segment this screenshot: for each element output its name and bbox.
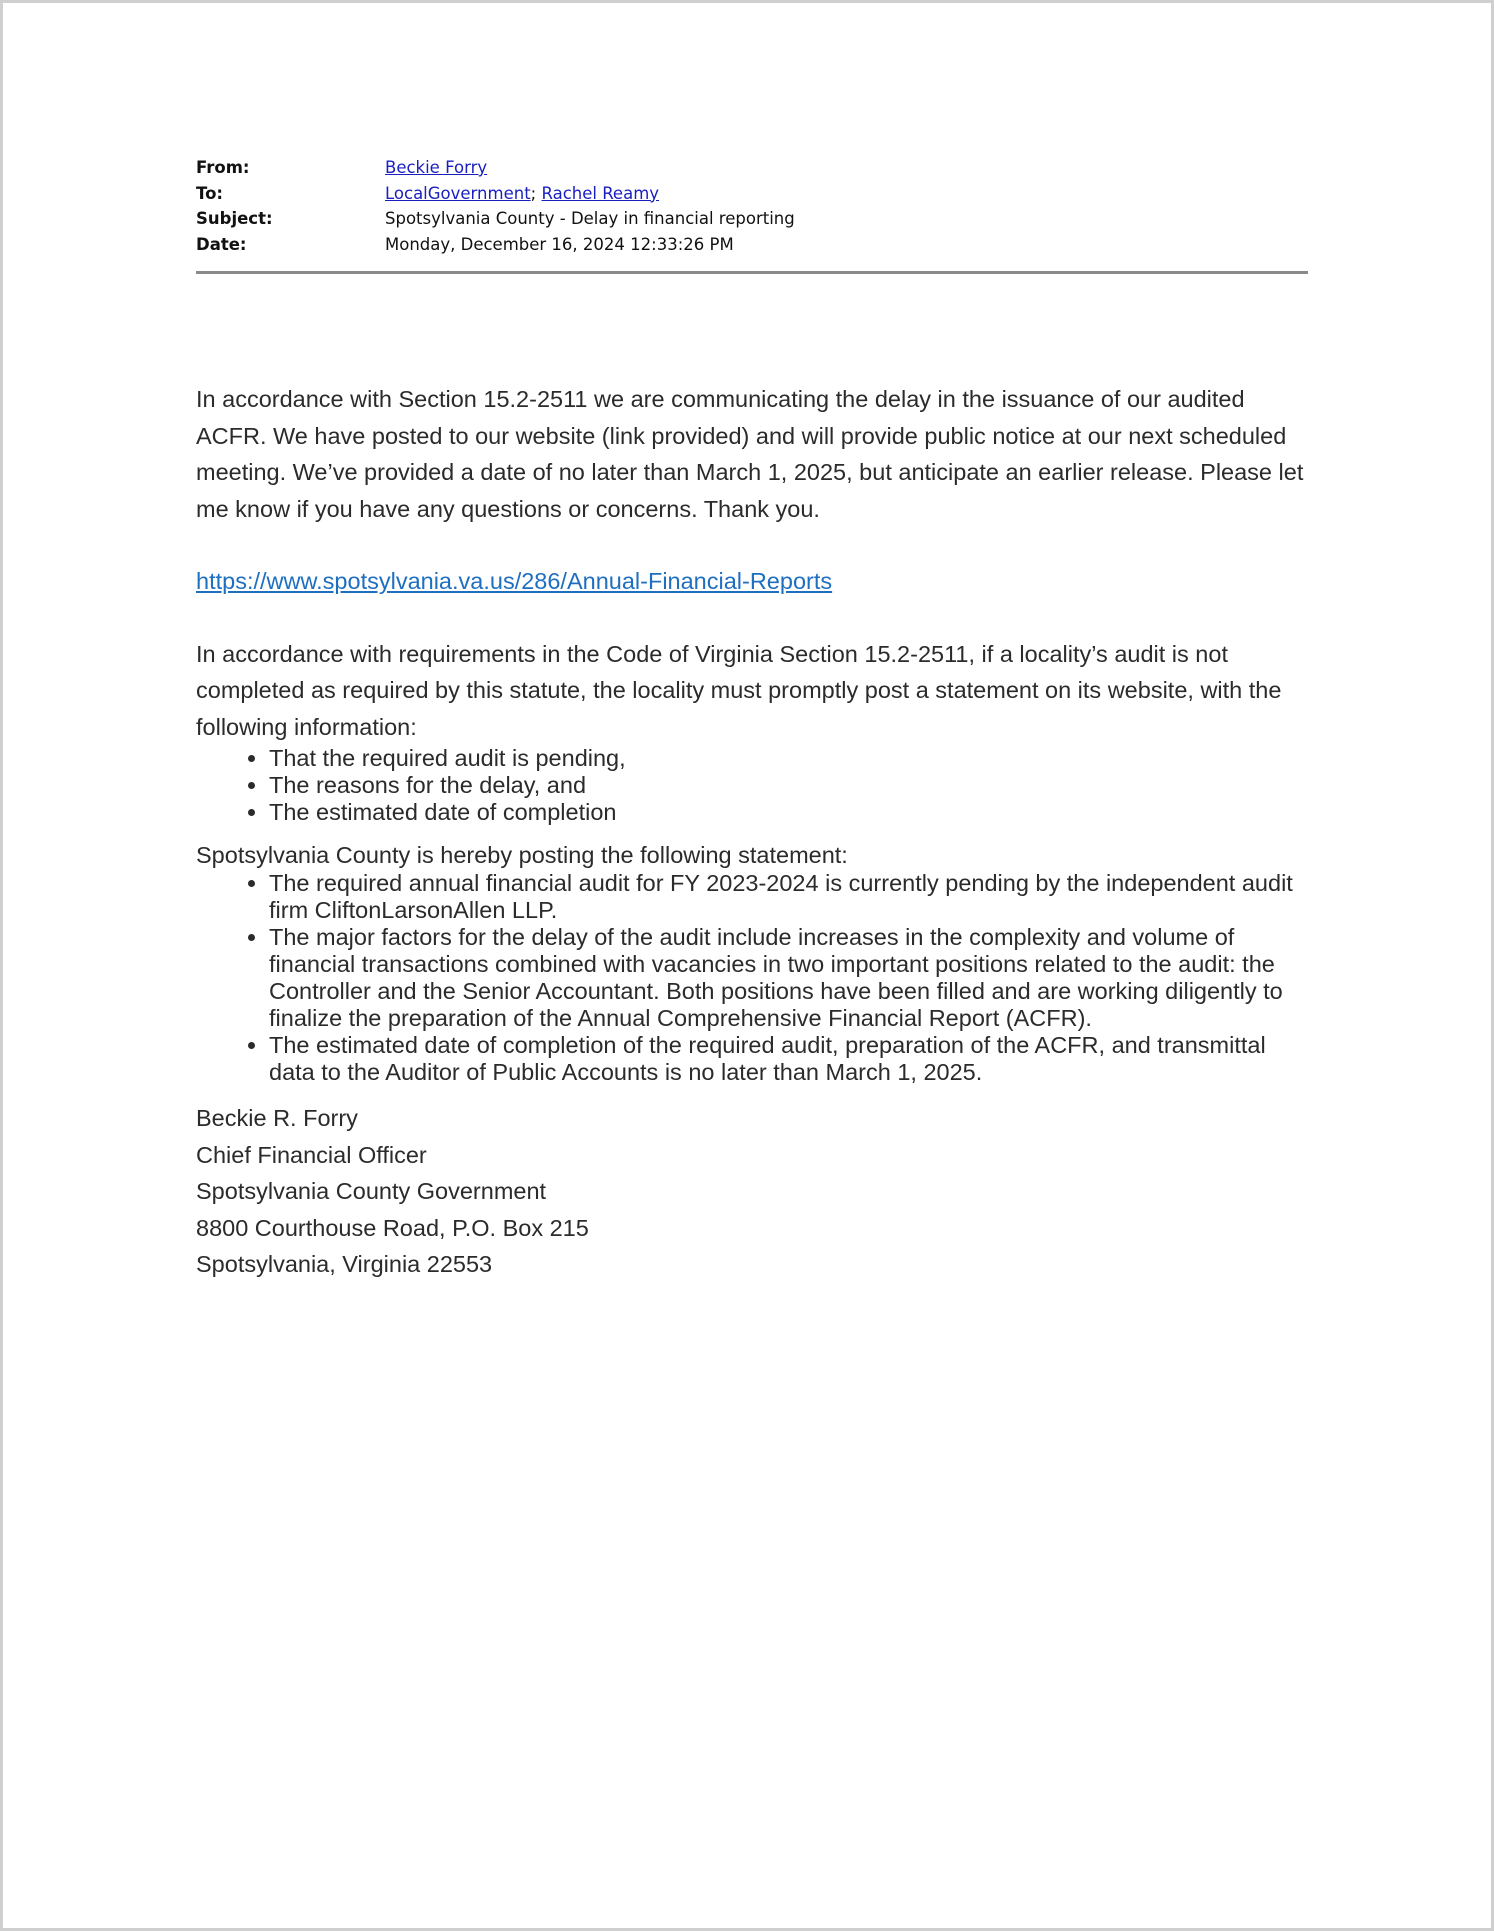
signature-organization: Spotsylvania County Government: [196, 1178, 547, 1204]
recipient-separator: ;: [530, 183, 537, 203]
signature-name: Beckie R. Forry: [196, 1105, 358, 1131]
signature-title: Chief Financial Officer: [196, 1141, 427, 1168]
date-label: Date:: [196, 234, 247, 254]
date-value: Monday, December 16, 2024 12:33:26 PM: [385, 234, 734, 254]
list-item: • The major factors for the delay of the audit include increases in the complexity and volume of financial transactions combined with vacancies in two important positions related to the audit: the Controller and the Senior Accountant. Both positions have been filled and are working diligently to finalize the preparation of the Annual Comprehensive Financial Report (ACFR).: [269, 924, 1316, 1032]
list-item: • The estimated date of completion of the required audit, preparation of the ACFR, and transmittal data to the Auditor of Public Accounts is no later than March 1, 2025.: [269, 1032, 1316, 1086]
requirements-list: [196, 745, 1316, 826]
subject-row: [196, 206, 1306, 232]
to-recipient-link[interactable]: Rachel Reamy: [541, 183, 660, 203]
subject-value: Spotsylvania County - Delay in financial reporting: [385, 209, 795, 228]
signature-address-line2: Spotsylvania, Virginia 22553: [196, 1251, 493, 1277]
email-body: [196, 381, 1316, 1283]
header-divider: [196, 271, 1308, 274]
subject-label: Subject:: [196, 209, 273, 228]
to-recipient-link[interactable]: LocalGovernment: [385, 183, 531, 203]
date-row: [196, 232, 1306, 258]
from-row: [196, 155, 1306, 181]
list-item: • That the required audit is pending,: [269, 745, 1316, 772]
intro-paragraph: In accordance with Section 15.2-2511 we are communicating the delay in the issuance of our audited ACFR. We have posted to our website (link provided) and will provide public notice at our next scheduled meeting. We’ve provided a date of no later than March 1, 2025, but anticipate an earlier release. Please let me know if you have any questions or concerns. Thank you.: [196, 386, 1304, 522]
to-row: [196, 181, 1306, 207]
statement-list: [196, 870, 1316, 1086]
statement-intro: Spotsylvania County is hereby posting the following statement:: [196, 842, 848, 868]
signature-address-line1: 8800 Courthouse Road, P.O. Box 215: [196, 1214, 589, 1241]
email-header: [196, 155, 1306, 257]
from-label: From:: [196, 158, 250, 177]
list-item: • The reasons for the delay, and: [269, 772, 1316, 799]
requirements-intro: In accordance with requirements in the Code of Virginia Section 15.2-2511, if a locality’s audit is not completed as required by this statute, the locality must promptly post a statement on its website, with the following information:: [196, 640, 1282, 740]
list-item: • The required annual financial audit for FY 2023-2024 is currently pending by the independent audit firm CliftonLarsonAllen LLP.: [269, 870, 1316, 924]
to-label: To:: [196, 183, 223, 203]
list-item: • The estimated date of completion: [269, 799, 1316, 826]
annual-financial-reports-link[interactable]: https://www.spotsylvania.va.us/286/Annual-Financial-Reports: [196, 568, 833, 594]
from-sender-link[interactable]: Beckie Forry: [385, 158, 488, 177]
signature-block: [196, 1100, 1316, 1283]
